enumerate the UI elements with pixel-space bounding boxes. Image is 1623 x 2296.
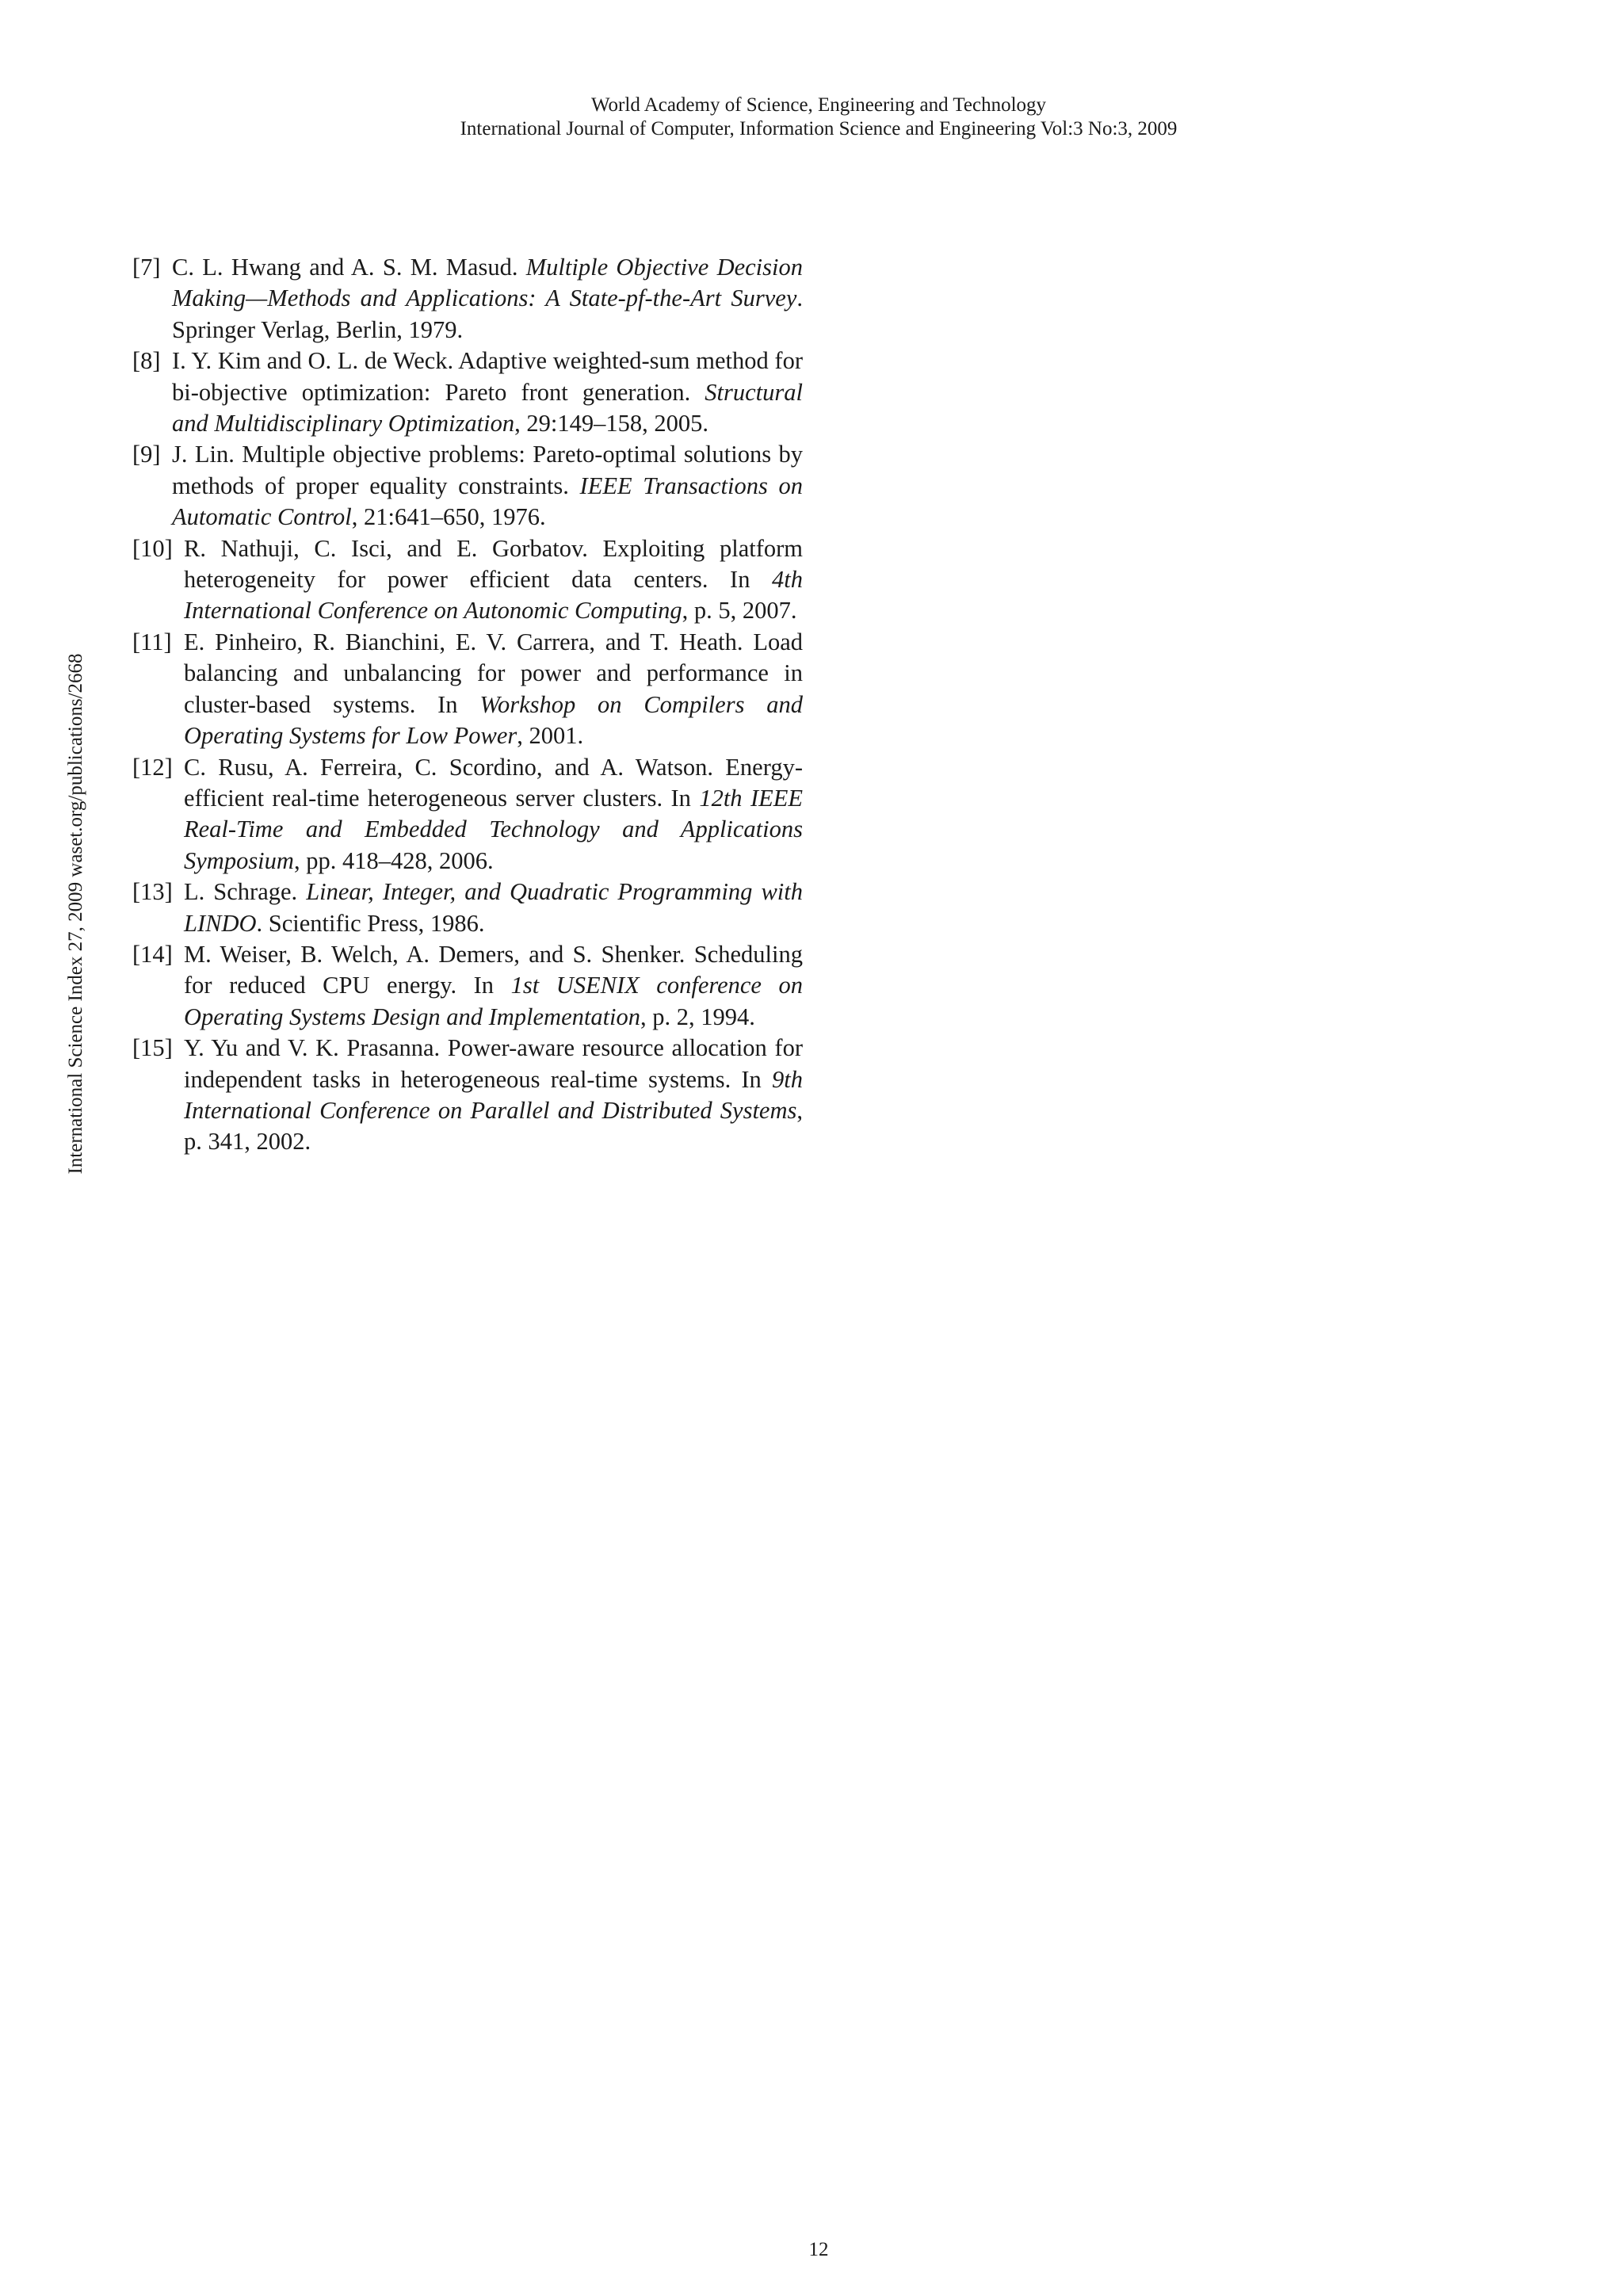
reference-details: , p. 2, 1994. [640, 1003, 755, 1030]
reference-list [132, 252, 803, 1158]
reference-details: . Springer Verlag, Berlin, 1979. [172, 285, 803, 343]
reference-venue: 9th International Conference on Parallel and Distributed Systems [184, 1065, 803, 1124]
reference-item [132, 877, 803, 939]
reference-details: , 21:641–650, 1976. [351, 503, 546, 531]
reference-authors: Y. Yu and V. K. Prasanna. Power-aware resource allocation for independent tasks in heterogeneous real-time systems. In [184, 1034, 803, 1093]
reference-authors: I. Y. Kim and O. L. de Weck. Adaptive weighted-sum method for bi-objective optimization: Pareto front generation. [172, 347, 803, 406]
reference-number: [7] [132, 254, 161, 281]
reference-authors: C. Rusu, A. Ferreira, C. Scordino, and A. Watson. Energy-efficient real-time heterogeneous server clusters. In [184, 753, 803, 812]
reference-item [132, 252, 803, 346]
reference-details: , p. 341, 2002. [184, 1096, 803, 1156]
reference-title: Multiple Objective Decision Making—Methods and Applications: A State-pf-the-Art Survey [172, 254, 803, 312]
reference-text [184, 627, 803, 752]
reference-authors: C. L. Hwang and A. S. M. Masud. [172, 254, 526, 281]
reference-text [184, 1033, 803, 1158]
reference-details: , p. 5, 2007. [682, 597, 797, 625]
reference-item [132, 627, 803, 752]
reference-authors: M. Weiser, B. Welch, A. Demers, and S. Shenker. Scheduling for reduced CPU energy. In [184, 940, 803, 999]
reference-details: , pp. 418–428, 2006. [293, 846, 494, 874]
reference-text [184, 533, 803, 627]
header-publisher: World Academy of Science, Engineering and Technology [590, 94, 1047, 116]
reference-venue: IEEE Transactions on Automatic Control [172, 472, 803, 531]
reference-authors: R. Nathuji, C. Isci, and E. Gorbatov. Exploiting platform heterogeneity for power efficient data centers. In [184, 534, 803, 594]
reference-authors: J. Lin. Multiple objective problems: Pareto-optimal solutions by methods of proper equality constraints. [172, 441, 803, 499]
reference-number: [9] [132, 441, 161, 468]
reference-item [132, 533, 803, 627]
reference-venue: Structural and Multidisciplinary Optimization [172, 378, 803, 437]
reference-number: [13] [132, 878, 173, 906]
reference-venue: 1st USENIX conference on Operating Systems Design and Implementation [184, 972, 803, 1030]
side-watermark-text: International Science Index 27, 2009 waset.org/publications/2668 [65, 653, 86, 1175]
reference-details: . Scientific Press, 1986. [256, 909, 485, 937]
reference-text [184, 939, 803, 1033]
page-number: 12 [808, 2239, 829, 2260]
reference-details: , 2001. [517, 722, 584, 750]
reference-authors: L. Schrage. [184, 878, 307, 906]
reference-venue: 4th International Conference on Autonomic Computing [184, 566, 803, 625]
reference-venue: Workshop on Compilers and Operating Systems for Low Power [184, 690, 803, 750]
reference-number: [15] [132, 1034, 173, 1062]
reference-text [184, 877, 803, 939]
reference-text [172, 439, 803, 533]
reference-title: Linear, Integer, and Quadratic Programming with LINDO [184, 878, 803, 937]
reference-item [132, 439, 803, 533]
reference-item [132, 346, 803, 439]
reference-text [184, 752, 803, 877]
reference-details: , 29:149–158, 2005. [514, 410, 708, 437]
reference-number: [11] [132, 628, 172, 655]
reference-venue: 12th IEEE Real-Time and Embedded Technology and Applications Symposium [184, 784, 803, 874]
reference-item [132, 1033, 803, 1158]
reference-number: [14] [132, 940, 173, 968]
reference-authors: E. Pinheiro, R. Bianchini, E. V. Carrera, and T. Heath. Load balancing and unbalancing for power and performance in cluster-based systems. In [184, 628, 803, 718]
header-journal: International Journal of Computer, Information Science and Engineering Vol:3 No:3, 2009 [460, 118, 1178, 139]
reference-item [132, 752, 803, 877]
reference-number: [12] [132, 753, 173, 781]
reference-number: [8] [132, 347, 161, 375]
reference-text [172, 252, 803, 346]
reference-number: [10] [132, 534, 173, 562]
reference-text [172, 346, 803, 439]
reference-item [132, 939, 803, 1033]
page-header [0, 94, 1623, 141]
